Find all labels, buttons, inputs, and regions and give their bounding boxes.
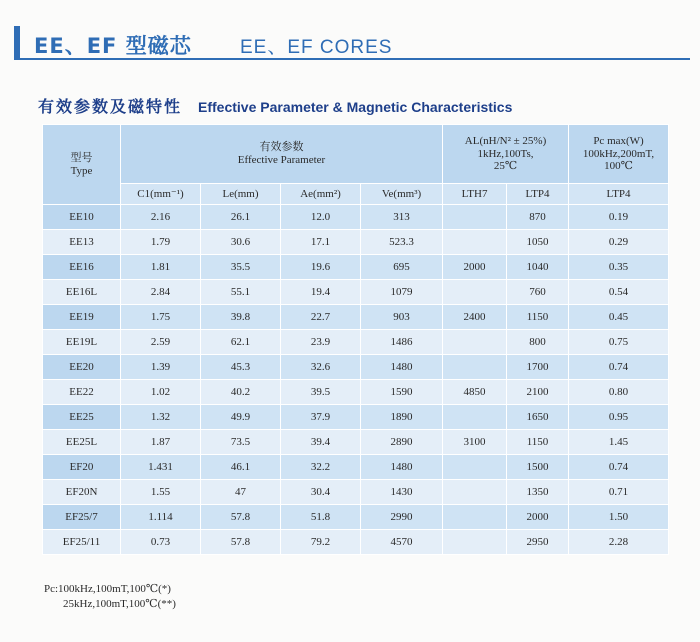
cell-ve: 1486 bbox=[361, 330, 443, 355]
cell-pc: 0.75 bbox=[569, 330, 669, 355]
cell-ve: 313 bbox=[361, 205, 443, 230]
type-header bbox=[43, 125, 121, 205]
cell-lth7 bbox=[443, 405, 507, 430]
cell-c1: 2.84 bbox=[121, 280, 201, 305]
cell-ae: 79.2 bbox=[281, 530, 361, 555]
cell-lth7 bbox=[443, 505, 507, 530]
cell-le: 47 bbox=[201, 480, 281, 505]
table-row bbox=[43, 380, 669, 405]
footnote bbox=[44, 582, 176, 612]
cell-type: EF20 bbox=[43, 455, 121, 480]
al-header-line3: 25℃ bbox=[493, 160, 518, 173]
cell-ltp4: 2100 bbox=[507, 380, 569, 405]
cell-ltp4: 1350 bbox=[507, 480, 569, 505]
cell-ltp4: 1650 bbox=[507, 405, 569, 430]
cell-le: 49.9 bbox=[201, 405, 281, 430]
subheader-row bbox=[43, 184, 669, 205]
cell-ve: 1590 bbox=[361, 380, 443, 405]
subheader-ltp4: LTP4 bbox=[507, 184, 569, 205]
cell-ae: 39.4 bbox=[281, 430, 361, 455]
cell-le: 62.1 bbox=[201, 330, 281, 355]
cell-lth7 bbox=[443, 480, 507, 505]
cell-type: EE10 bbox=[43, 205, 121, 230]
table-row bbox=[43, 405, 669, 430]
cell-c1: 1.32 bbox=[121, 405, 201, 430]
cell-ae: 32.6 bbox=[281, 355, 361, 380]
cell-c1: 1.79 bbox=[121, 230, 201, 255]
cell-lth7 bbox=[443, 230, 507, 255]
type-header-en: Type bbox=[70, 164, 93, 177]
cell-type: EE20 bbox=[43, 355, 121, 380]
cell-lth7 bbox=[443, 330, 507, 355]
cell-le: 55.1 bbox=[201, 280, 281, 305]
subheader-le: Le(mm) bbox=[201, 184, 281, 205]
cell-le: 45.3 bbox=[201, 355, 281, 380]
cell-ae: 19.4 bbox=[281, 280, 361, 305]
cell-type: EE13 bbox=[43, 230, 121, 255]
cell-ve: 1480 bbox=[361, 355, 443, 380]
banner-title-cn: EE、EF 型磁芯 bbox=[34, 34, 192, 58]
effective-parameter-header bbox=[121, 125, 443, 184]
subheader-pc-ltp4: LTP4 bbox=[569, 184, 669, 205]
effective-parameter-en: Effective Parameter bbox=[237, 154, 326, 166]
effective-parameter-cn: 有效参数 bbox=[259, 141, 304, 154]
cell-ltp4: 1050 bbox=[507, 230, 569, 255]
cell-pc: 1.50 bbox=[569, 505, 669, 530]
cell-c1: 1.75 bbox=[121, 305, 201, 330]
cell-pc: 0.71 bbox=[569, 480, 669, 505]
cell-ae: 30.4 bbox=[281, 480, 361, 505]
cell-le: 30.6 bbox=[201, 230, 281, 255]
cell-ve: 2990 bbox=[361, 505, 443, 530]
footnote-line2: 25kHz,100mT,100℃(**) bbox=[63, 598, 176, 610]
cell-type: EE25 bbox=[43, 405, 121, 430]
pc-header bbox=[569, 125, 669, 184]
al-header-line1: AL(nH/N² ± 25%) bbox=[464, 135, 547, 148]
table-row bbox=[43, 280, 669, 305]
cell-lth7: 4850 bbox=[443, 380, 507, 405]
cell-ae: 32.2 bbox=[281, 455, 361, 480]
table-row bbox=[43, 530, 669, 555]
cell-ltp4: 1150 bbox=[507, 305, 569, 330]
subheader-c1: C1(mm⁻¹) bbox=[121, 184, 201, 205]
cell-pc: 0.74 bbox=[569, 455, 669, 480]
cell-type: EE25L bbox=[43, 430, 121, 455]
cell-ltp4: 2000 bbox=[507, 505, 569, 530]
cell-ae: 22.7 bbox=[281, 305, 361, 330]
cell-ve: 903 bbox=[361, 305, 443, 330]
cell-ltp4: 800 bbox=[507, 330, 569, 355]
cell-c1: 1.02 bbox=[121, 380, 201, 405]
cell-pc: 1.45 bbox=[569, 430, 669, 455]
cell-ve: 2890 bbox=[361, 430, 443, 455]
cell-ae: 17.1 bbox=[281, 230, 361, 255]
cell-type: EE19L bbox=[43, 330, 121, 355]
banner-accent-bar bbox=[14, 26, 20, 60]
cell-le: 39.8 bbox=[201, 305, 281, 330]
section-title bbox=[38, 94, 512, 117]
header-banner bbox=[14, 26, 690, 60]
table-row bbox=[43, 205, 669, 230]
cell-ltp4: 1150 bbox=[507, 430, 569, 455]
cell-pc: 0.95 bbox=[569, 405, 669, 430]
cell-type: EE16 bbox=[43, 255, 121, 280]
cell-ve: 523.3 bbox=[361, 230, 443, 255]
cell-le: 57.8 bbox=[201, 530, 281, 555]
table-row bbox=[43, 230, 669, 255]
subheader-ve: Ve(mm³) bbox=[361, 184, 443, 205]
cell-type: EF25/7 bbox=[43, 505, 121, 530]
cell-type: EF20N bbox=[43, 480, 121, 505]
cell-type: EE19 bbox=[43, 305, 121, 330]
cell-c1: 1.431 bbox=[121, 455, 201, 480]
section-title-cn: 有效参数及磁特性 bbox=[38, 97, 183, 116]
table-row bbox=[43, 355, 669, 380]
pc-header-line3: 100℃ bbox=[604, 160, 633, 173]
section-title-en: Effective Parameter & Magnetic Characteristics bbox=[198, 99, 513, 115]
cell-ae: 39.5 bbox=[281, 380, 361, 405]
table-row bbox=[43, 330, 669, 355]
cell-c1: 2.59 bbox=[121, 330, 201, 355]
cell-le: 73.5 bbox=[201, 430, 281, 455]
cell-le: 40.2 bbox=[201, 380, 281, 405]
cell-ltp4: 870 bbox=[507, 205, 569, 230]
cell-le: 57.8 bbox=[201, 505, 281, 530]
cell-ve: 1079 bbox=[361, 280, 443, 305]
cell-type: EE22 bbox=[43, 380, 121, 405]
cell-pc: 0.54 bbox=[569, 280, 669, 305]
cell-type: EE16L bbox=[43, 280, 121, 305]
cell-lth7 bbox=[443, 205, 507, 230]
cell-lth7 bbox=[443, 530, 507, 555]
type-header-cn: 型号 bbox=[70, 151, 93, 164]
cell-ltp4: 760 bbox=[507, 280, 569, 305]
subheader-ae: Ae(mm²) bbox=[281, 184, 361, 205]
cell-ltp4: 1040 bbox=[507, 255, 569, 280]
cell-ltp4: 1500 bbox=[507, 455, 569, 480]
parameter-table bbox=[42, 124, 669, 555]
cell-lth7: 3100 bbox=[443, 430, 507, 455]
cell-c1: 1.87 bbox=[121, 430, 201, 455]
header-row bbox=[43, 125, 669, 184]
table-row bbox=[43, 305, 669, 330]
cell-c1: 2.16 bbox=[121, 205, 201, 230]
cell-ae: 23.9 bbox=[281, 330, 361, 355]
pc-header-line1: Pc max(W) bbox=[593, 135, 644, 148]
cell-pc: 2.28 bbox=[569, 530, 669, 555]
cell-ve: 695 bbox=[361, 255, 443, 280]
cell-le: 26.1 bbox=[201, 205, 281, 230]
cell-pc: 0.29 bbox=[569, 230, 669, 255]
cell-le: 46.1 bbox=[201, 455, 281, 480]
cell-pc: 0.19 bbox=[569, 205, 669, 230]
footnote-line1: Pc:100kHz,100mT,100℃(*) bbox=[44, 583, 171, 595]
cell-pc: 0.74 bbox=[569, 355, 669, 380]
cell-ae: 19.6 bbox=[281, 255, 361, 280]
cell-pc: 0.80 bbox=[569, 380, 669, 405]
cell-pc: 0.35 bbox=[569, 255, 669, 280]
subheader-lth7: LTH7 bbox=[443, 184, 507, 205]
cell-le: 35.5 bbox=[201, 255, 281, 280]
cell-ve: 1430 bbox=[361, 480, 443, 505]
cell-ae: 12.0 bbox=[281, 205, 361, 230]
table-row bbox=[43, 430, 669, 455]
table-row bbox=[43, 455, 669, 480]
pc-header-line2: 100kHz,200mT, bbox=[582, 147, 655, 160]
cell-pc: 0.45 bbox=[569, 305, 669, 330]
table-row bbox=[43, 255, 669, 280]
cell-ve: 4570 bbox=[361, 530, 443, 555]
cell-lth7 bbox=[443, 455, 507, 480]
al-header bbox=[443, 125, 569, 184]
cell-ltp4: 1700 bbox=[507, 355, 569, 380]
cell-lth7: 2400 bbox=[443, 305, 507, 330]
cell-ae: 37.9 bbox=[281, 405, 361, 430]
cell-type: EF25/11 bbox=[43, 530, 121, 555]
cell-ae: 51.8 bbox=[281, 505, 361, 530]
cell-ve: 1480 bbox=[361, 455, 443, 480]
cell-lth7: 2000 bbox=[443, 255, 507, 280]
cell-c1: 1.81 bbox=[121, 255, 201, 280]
cell-lth7 bbox=[443, 280, 507, 305]
table-row bbox=[43, 505, 669, 530]
cell-c1: 1.55 bbox=[121, 480, 201, 505]
cell-ve: 1890 bbox=[361, 405, 443, 430]
cell-c1: 0.73 bbox=[121, 530, 201, 555]
cell-c1: 1.39 bbox=[121, 355, 201, 380]
cell-c1: 1.114 bbox=[121, 505, 201, 530]
banner-title-en: EE、EF CORES bbox=[240, 37, 393, 58]
cell-ltp4: 2950 bbox=[507, 530, 569, 555]
table-row bbox=[43, 480, 669, 505]
cell-lth7 bbox=[443, 355, 507, 380]
al-header-line2: 1kHz,100Ts, bbox=[477, 147, 534, 160]
